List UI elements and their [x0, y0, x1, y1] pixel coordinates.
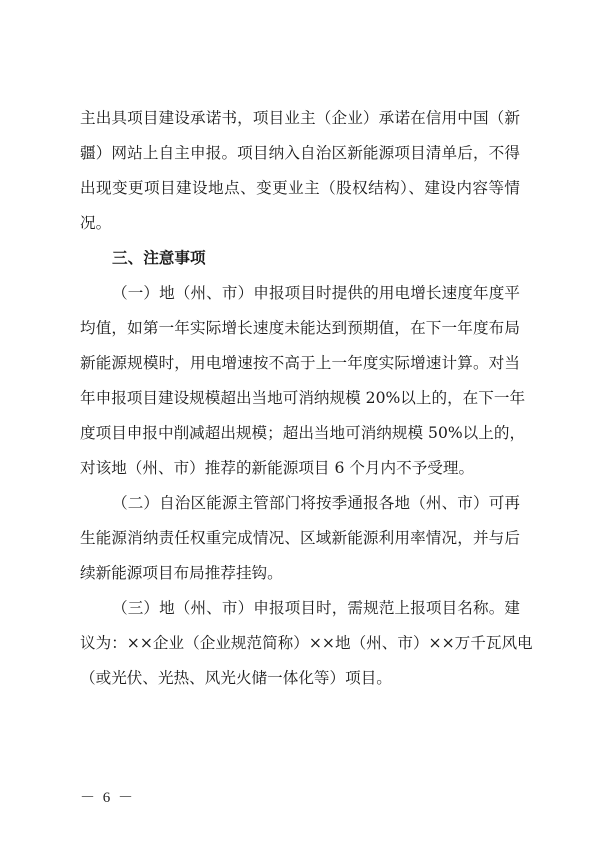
item-2-line: 生能源消纳责任权重完成情况、区域新能源利用率情况，并与后 — [80, 529, 520, 547]
item-1-line: 均值，如第一年实际增长速度未能达到预期值，在下一年度布局 — [80, 319, 520, 337]
item-1-line: 对该地（州、市）推荐的新能源项目 6 个月内不予受理。 — [80, 459, 475, 477]
page-number: － 6 － — [80, 790, 136, 806]
item-1-line: 新能源规模时，用电增速按不高于上一年度实际增速计算。对当 — [80, 354, 520, 372]
item-2-line: 续新能源项目布局推荐挂钩。 — [80, 564, 283, 582]
item-1-line: （一）地（州、市）申报项目时提供的用电增长速度年度平 — [112, 284, 520, 302]
item-2-line: （二）自治区能源主管部门将按季通报各地（州、市）可再 — [112, 494, 520, 512]
item-1-line: 年申报项目建设规模超出当地可消纳规模 20%以上的，在下一年 — [80, 389, 526, 407]
item-3-line: （或光伏、光热、风光火储一体化等）项目。 — [80, 669, 392, 687]
paragraph-line: 出现变更项目建设地点、变更业主（股权结构）、建设内容等情 — [80, 179, 520, 197]
paragraph-line: 主出具项目建设承诺书，项目业主（企业）承诺在信用中国（新 — [80, 109, 520, 127]
item-1-line: 度项目申报中削减超出规模；超出当地可消纳规模 50%以上的， — [80, 424, 526, 442]
paragraph-line: 况。 — [80, 214, 112, 232]
item-3-line: 议为：××企业（企业规范简称）××地（州、市）××万千瓦风电 — [80, 634, 533, 652]
section-heading: 三、注意事项 — [112, 249, 206, 267]
paragraph-line: 疆）网站上自主申报。项目纳入自治区新能源项目清单后，不得 — [80, 144, 520, 162]
item-3-line: （三）地（州、市）申报项目时，需规范上报项目名称。建 — [112, 599, 520, 617]
